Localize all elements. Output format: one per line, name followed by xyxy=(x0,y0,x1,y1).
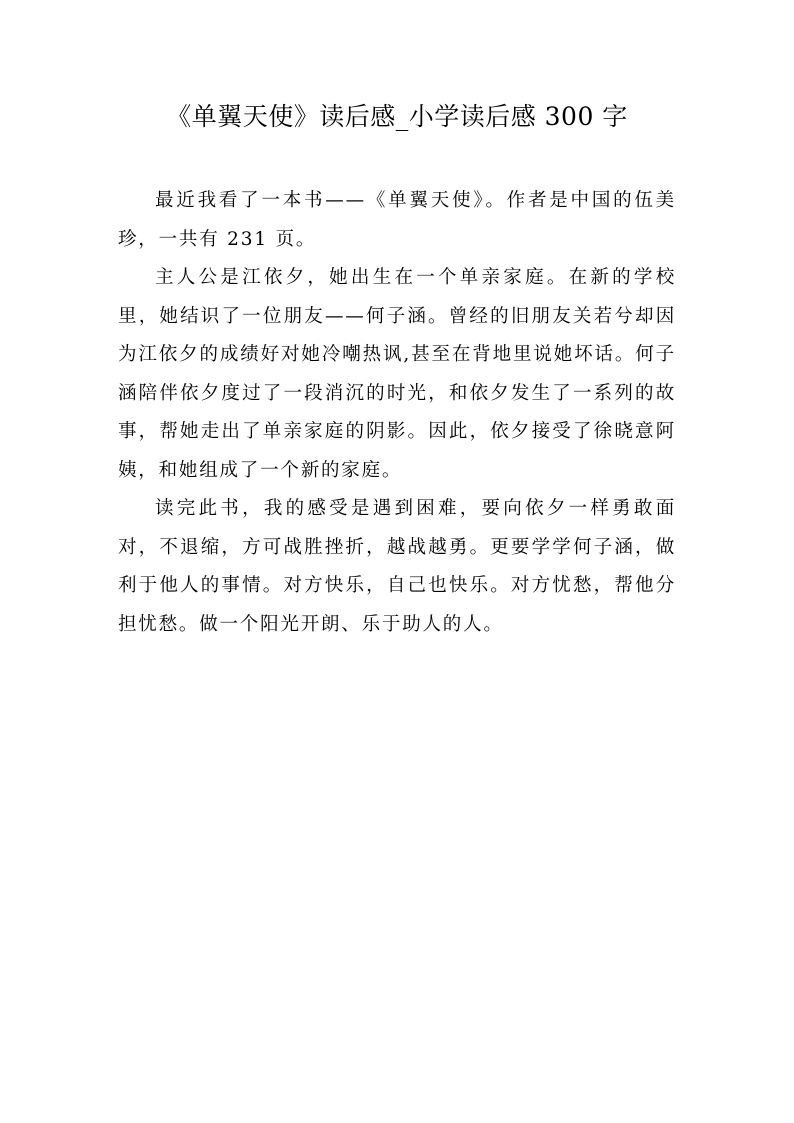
paragraph-story: 主人公是江依夕，她出生在一个单亲家庭。在新的学校里，她结识了一位朋友——何子涵。曾经的旧朋友关若兮却因为江依夕的成绩好对她冷嘲热讽,甚至在背地里说她坏话。何子涵陪伴依夕度过了一段消沉的时光，和依夕发生了一系列的故事，帮她走出了单亲家庭的阴影。因此，依夕接受了徐晓意阿姨，和她组成了一个新的家庭。 xyxy=(118,267,676,481)
paragraph-intro: 最近我看了一本书——《单翼天使》。作者是中国的伍美珍，一共有 231 页。 xyxy=(118,190,676,250)
page-title: 《单翼天使》读后感_小学读后感 300 字 xyxy=(166,102,628,131)
paragraph-reflection: 读完此书，我的感受是遇到困难，要向依夕一样勇敢面对，不退缩，方可战胜挫折，越战越勇。更要学学何子涵，做利于他人的事情。对方快乐，自己也快乐。对方忧愁，帮他分担忧愁。做一个阳光开朗、乐于助人的人。 xyxy=(118,498,676,635)
document-body xyxy=(118,182,676,644)
